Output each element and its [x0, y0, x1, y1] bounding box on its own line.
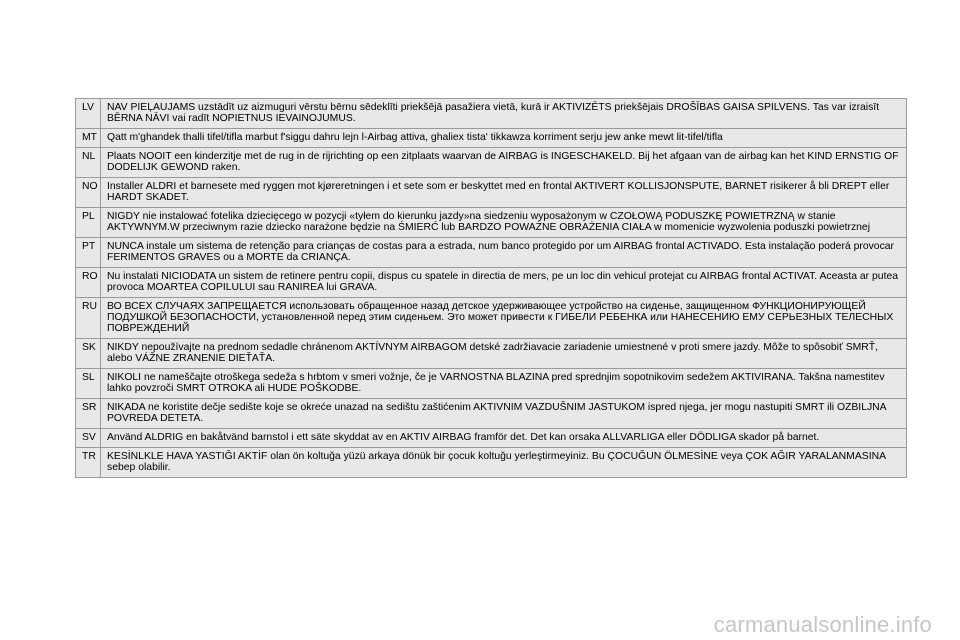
warning-row-sk — [76, 339, 907, 369]
language-code: SL — [76, 369, 101, 399]
warning-row-pl — [76, 208, 907, 238]
language-code: RO — [76, 268, 101, 298]
airbag-warning-table — [75, 98, 907, 478]
watermark-text: carmanualsonline.info — [713, 612, 932, 637]
warning-text: Installer ALDRI et barnesete med ryggen mot kjøreretningen i et sete som er beskyttet med en frontal AKTIVERT KOLLISJONSPUTE, BARNET risikerer å bli DREPT eller HARDT SKADET. — [101, 178, 907, 208]
warning-text: NIKADA ne koristite dečje sedište koje se okreće unazad na sedištu zaštićenim AKTIVNIM VAZDUŠNIM JASTUKOM ispred njega, jer mogu nastupiti SMRT ili OZBILJNA POVREDA DETETA. — [101, 399, 907, 429]
warning-row-sl — [76, 369, 907, 399]
warning-rows — [76, 99, 907, 478]
language-code: LV — [76, 99, 101, 129]
warning-text: KESİNLKLE HAVA YASTIĞI AKTİF olan ön koltuğa yüzü arkaya dönük bir çocuk koltuğu yerleştirmeyiniz. Bu ÇOCUĞUN ÖLMESİNE veya ÇOK AĞIR YARALANMASINA sebep olabilir. — [101, 448, 907, 478]
warning-text: Nu instalati NICIODATA un sistem de retinere pentru copii, dispus cu spatele in directia de mers, pe un loc din vehicul protejat cu AIRBAG frontal ACTIVAT. Aceasta ar putea provoca MOARTEA COPILULUI sau RANIREA lui GRAVA. — [101, 268, 907, 298]
warning-row-mt — [76, 129, 907, 148]
warning-text: NIKOLI ne nameščajte otroškega sedeža s hrbtom v smeri vožnje, če je VARNOSTNA BLAZINA pred sprednjim sopotnikovim sedežem AKTIVIRANA. Takšna namestitev lahko povzroči SMRT OTROKA ali HUDE POŠKODBE. — [101, 369, 907, 399]
language-code: TR — [76, 448, 101, 478]
warning-text: NAV PIEĻAUJAMS uzstādīt uz aizmuguri vērstu bērnu sēdeklīti priekšējā pasažiera vietā, kurā ir AKTIVIZĒTS priekšējais DROŠĪBAS GAISA SPILVENS. Tas var izraisīt BĒRNA NĀVI vai radīt NOPIETNUS IEVAINOJUMUS. — [101, 99, 907, 129]
language-code: RU — [76, 298, 101, 339]
warning-row-ru — [76, 298, 907, 339]
warning-text: NIGDY nie instalować fotelika dziecięcego w pozycji «tyłem do kierunku jazdy»na siedzeniu wyposażonym w CZOŁOWĄ PODUSZKĘ POWIETRZNĄ w stanie AKTYWNYM.W przeciwnym razie dziecko narażone będzie na ŚMIERĆ lub BARDZO POWAŻNE OBRAŻENIA CIAŁA w momenicie wyzwolenia poduszki powietrznej — [101, 208, 907, 238]
warning-row-pt — [76, 238, 907, 268]
warning-row-ro — [76, 268, 907, 298]
language-code: SR — [76, 399, 101, 429]
warning-row-tr — [76, 448, 907, 478]
language-code: SK — [76, 339, 101, 369]
warning-text: NUNCA instale um sistema de retenção para crianças de costas para a estrada, num banco protegido por um AIRBAG frontal ACTIVADO. Esta instalação poderá provocar FERIMENTOS GRAVES ou a MORTE da CRIANÇA. — [101, 238, 907, 268]
language-code: NO — [76, 178, 101, 208]
language-code: MT — [76, 129, 101, 148]
warning-text: NIKDY nepoužívajte na prednom sedadle chránenom AKTÍVNYM AIRBAGOM detské zadržiavacie zariadenie umiestnené v proti smere jazdy. Môže to spôsobiť SMRŤ, alebo VÁŽNE ZRANENIE DIEŤAŤA. — [101, 339, 907, 369]
warning-row-nl — [76, 148, 907, 178]
warning-row-lv — [76, 99, 907, 129]
warning-row-no — [76, 178, 907, 208]
warning-text: Qatt m'ghandek thalli tifel/tifla marbut f'siggu dahru lejn l-Airbag attiva, ghaliex tista' tikkawza korriment serju jew anke mewt lit-tifel/tifla — [101, 129, 907, 148]
language-code: NL — [76, 148, 101, 178]
language-code: SV — [76, 429, 101, 448]
warning-row-sr — [76, 399, 907, 429]
language-code: PL — [76, 208, 101, 238]
warning-text: Plaats NOOIT een kinderzitje met de rug in de rijrichting op een zitplaats waarvan de AIRBAG is INGESCHAKELD. Bij het afgaan van de airbag kan het KIND ERNSTIG OF DODELIJK GEWOND raken. — [101, 148, 907, 178]
language-code: PT — [76, 238, 101, 268]
warning-row-sv — [76, 429, 907, 448]
warning-text: ВО ВСЕХ СЛУЧАЯХ ЗАПРЕЩАЕТСЯ использовать обращенное назад детское удерживающее устройство на сиденье, защищенном ФУНКЦИОНИРУЮЩЕЙ ПОДУШКОЙ БЕЗОПАСНОСТИ, установленной перед этим сиденьем. Это может привести к ГИБЕЛИ РЕБЕНКА или НАНЕСЕНИЮ ЕМУ СЕРЬЕЗНЫХ ТЕЛЕСНЫХ ПОВРЕЖДЕНИЙ — [101, 298, 907, 339]
warning-text: Använd ALDRIG en bakåtvänd barnstol i ett säte skyddat av en AKTIV AIRBAG framför det. Det kan orsaka ALLVARLIGA eller DÖDLIGA skador på barnet. — [101, 429, 907, 448]
